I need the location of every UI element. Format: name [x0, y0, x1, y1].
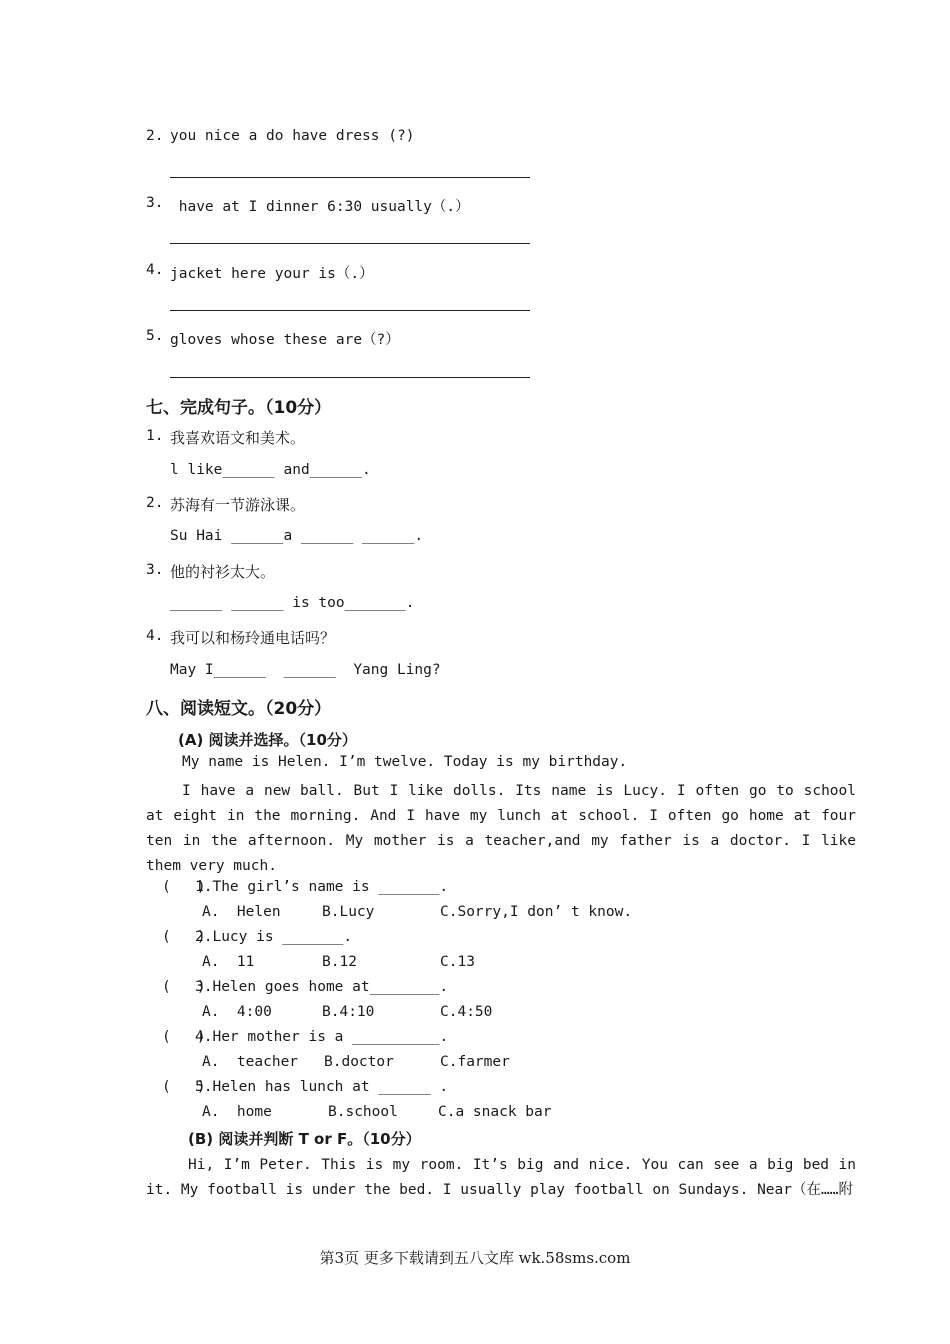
item-number: 2.	[146, 128, 164, 144]
answer-paren[interactable]: ( )	[162, 929, 206, 945]
chinese-sentence: 他的衬衫太大。	[170, 563, 276, 581]
section-7-heading: 七、完成句子。（10分）	[146, 398, 332, 418]
item-words: have at I dinner 6:30 usually（.）	[170, 199, 470, 215]
english-blank-sentence[interactable]: May I______ ______ Yang Ling?	[170, 662, 441, 678]
answer-paren[interactable]: ( )	[162, 1029, 206, 1045]
chinese-sentence: 苏海有一节游泳课。	[170, 496, 306, 514]
question-text: 5.Helen has lunch at ______ .	[195, 1079, 449, 1095]
english-blank-sentence[interactable]: ______ ______ is too_______.	[170, 595, 415, 611]
item-words: you nice a do have dress (?)	[170, 128, 415, 144]
option-c: C.13	[440, 954, 475, 970]
option-b: B.Lucy	[322, 904, 375, 920]
option-b: B.12	[322, 954, 357, 970]
option-c: C.a snack bar	[438, 1104, 552, 1120]
part-a-heading: (A) 阅读并选择。（10分）	[178, 731, 357, 749]
option-b: B.school	[328, 1104, 398, 1120]
question-text: 1.The girl’s name is _______.	[195, 879, 449, 895]
option-a: A. home	[202, 1104, 272, 1120]
item-number: 4.	[146, 262, 164, 278]
page-footer: 第3页 更多下载请到五八文库 wk.58sms.com	[319, 1249, 631, 1267]
english-blank-sentence[interactable]: Su Hai ______a ______ ______.	[170, 528, 424, 544]
passage-b-paragraph	[146, 1153, 856, 1203]
item-number: 2.	[146, 495, 164, 511]
option-a: A. 11	[202, 954, 255, 970]
answer-line[interactable]	[170, 177, 530, 178]
chinese-sentence: 我可以和杨玲通电话吗？	[170, 629, 336, 647]
answer-paren[interactable]: ( )	[162, 879, 206, 895]
option-c: C.4:50	[440, 1004, 493, 1020]
item-number: 3.	[146, 195, 164, 211]
answer-paren[interactable]: ( )	[162, 1079, 206, 1095]
item-words: jacket here your is（.）	[170, 266, 374, 282]
answer-line[interactable]	[170, 377, 530, 378]
question-text: 3.Helen goes home at________.	[195, 979, 449, 995]
item-words: gloves whose these are（?）	[170, 332, 400, 348]
question-text: 2.Lucy is _______.	[195, 929, 353, 945]
option-c: C.Sorry,I don’ t know.	[440, 904, 633, 920]
option-a: A. Helen	[202, 904, 281, 920]
answer-paren[interactable]: ( )	[162, 979, 206, 995]
passage-a-paragraph	[146, 779, 856, 879]
answer-line[interactable]	[170, 243, 530, 244]
item-number: 5.	[146, 328, 164, 344]
passage-a-text: I have a new ball. But I like dolls. Its name is Lucy. I often go to school at eight in the morning. And I have my lunch at school. I often go home at four ten in the afternoon. My mother is a teacher,and my father is a doctor. I like them very much.	[146, 783, 856, 874]
part-b-heading: (B) 阅读并判断 T or F。（10分）	[188, 1130, 421, 1148]
passage-b-text: Hi, I’m Peter. This is my room. It’s big and nice. You can see a big bed in it. My football is under the bed. I usually play football on Sundays. Near（在……附	[146, 1157, 856, 1198]
chinese-sentence: 我喜欢语文和美术。	[170, 429, 306, 447]
option-a: A. 4:00	[202, 1004, 272, 1020]
section-8-heading: 八、阅读短文。（20分）	[146, 699, 332, 719]
item-number: 4.	[146, 628, 164, 644]
question-text: 4.Her mother is a __________.	[195, 1029, 449, 1045]
option-b: B.4:10	[322, 1004, 375, 1020]
item-number: 1.	[146, 428, 164, 444]
option-c: C.farmer	[440, 1054, 510, 1070]
item-number: 3.	[146, 562, 164, 578]
english-blank-sentence[interactable]: l like______ and______.	[170, 462, 371, 478]
option-a: A. teacher	[202, 1054, 299, 1070]
option-b: B.doctor	[324, 1054, 394, 1070]
passage-a-line-1: My name is Helen. I’m twelve. Today is my birthday.	[182, 754, 628, 770]
answer-line[interactable]	[170, 310, 530, 311]
